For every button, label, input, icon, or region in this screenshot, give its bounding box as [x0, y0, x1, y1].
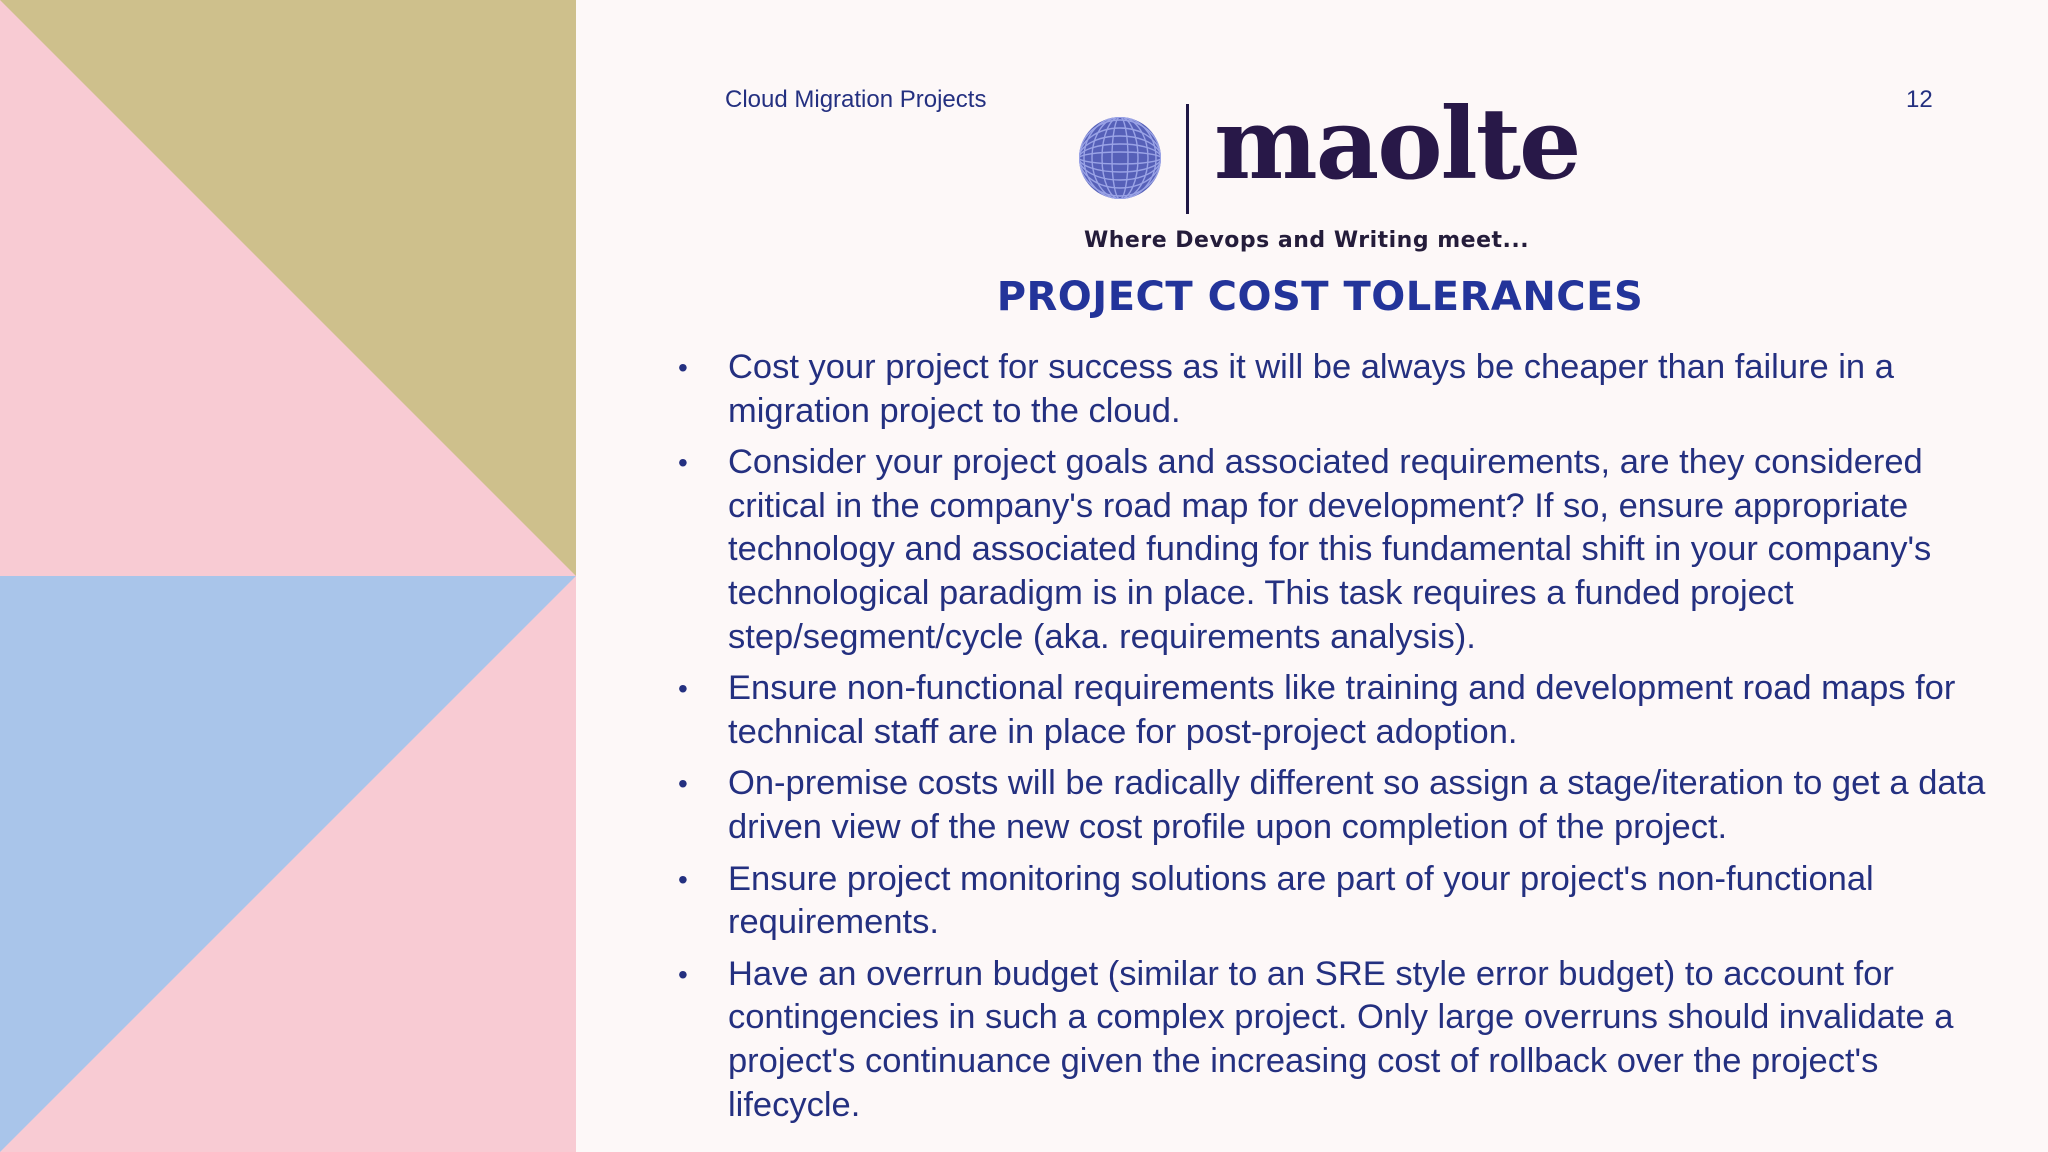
bullet-text: On-premise costs will be radically different so assign a stage/iteration to get a data driven view of the new cost profile upon completion of the project.	[728, 764, 1986, 846]
bullet-icon: •	[678, 768, 688, 800]
bullet-text: Cost your project for success as it will be always be cheaper than failure in a migration project to the cloud.	[728, 348, 1894, 430]
globe-icon	[1078, 116, 1162, 200]
bullet-item	[674, 953, 2014, 1127]
bullet-text: Ensure project monitoring solutions are part of your project's non-functional requirements.	[728, 859, 1874, 942]
bullet-list	[674, 346, 2014, 1135]
decorative-panel	[0, 0, 576, 1152]
logo-tagline: Where Devops and Writing meet...	[1084, 228, 1530, 253]
logo-divider	[1186, 104, 1189, 214]
bullet-icon: •	[678, 447, 688, 479]
bullet-icon: •	[678, 673, 688, 705]
company-logo	[1076, 87, 1580, 254]
bullet-text: Consider your project goals and associated requirements, are they considered critical in the company's road map for development? If so, ensure appropriate technology and associated funding for this fundamental shift in your company's technological paradigm is in place. This task requires a funded project step/segment/cycle (aka. requirements analysis).	[728, 443, 1932, 656]
page-number: 12	[1906, 86, 1933, 113]
bullet-icon: •	[678, 863, 688, 895]
bullet-item	[674, 762, 2014, 849]
deck-title: Cloud Migration Projects	[725, 86, 987, 113]
bullet-item	[674, 346, 2014, 433]
bullet-item	[674, 667, 2014, 754]
bullet-icon: •	[678, 352, 688, 383]
bullet-text: Have an overrun budget (similar to an SRE style error budget) to account for contingencies in such a complex project. Only large overruns should invalidate a project's continuance given the increasing cost of rollback over the project's lifecycle.	[728, 954, 1954, 1124]
slide-title: PROJECT COST TOLERANCES	[996, 274, 1644, 320]
geometric-pattern	[0, 0, 576, 1152]
bullet-text: Ensure non-functional requirements like training and development road maps for technical staff are in place for post-project adoption.	[728, 669, 1956, 751]
logo-wordmark: maolte	[1214, 87, 1580, 202]
bullet-icon: •	[678, 958, 688, 990]
bullet-item	[674, 441, 2014, 659]
bullet-item	[674, 858, 2014, 945]
